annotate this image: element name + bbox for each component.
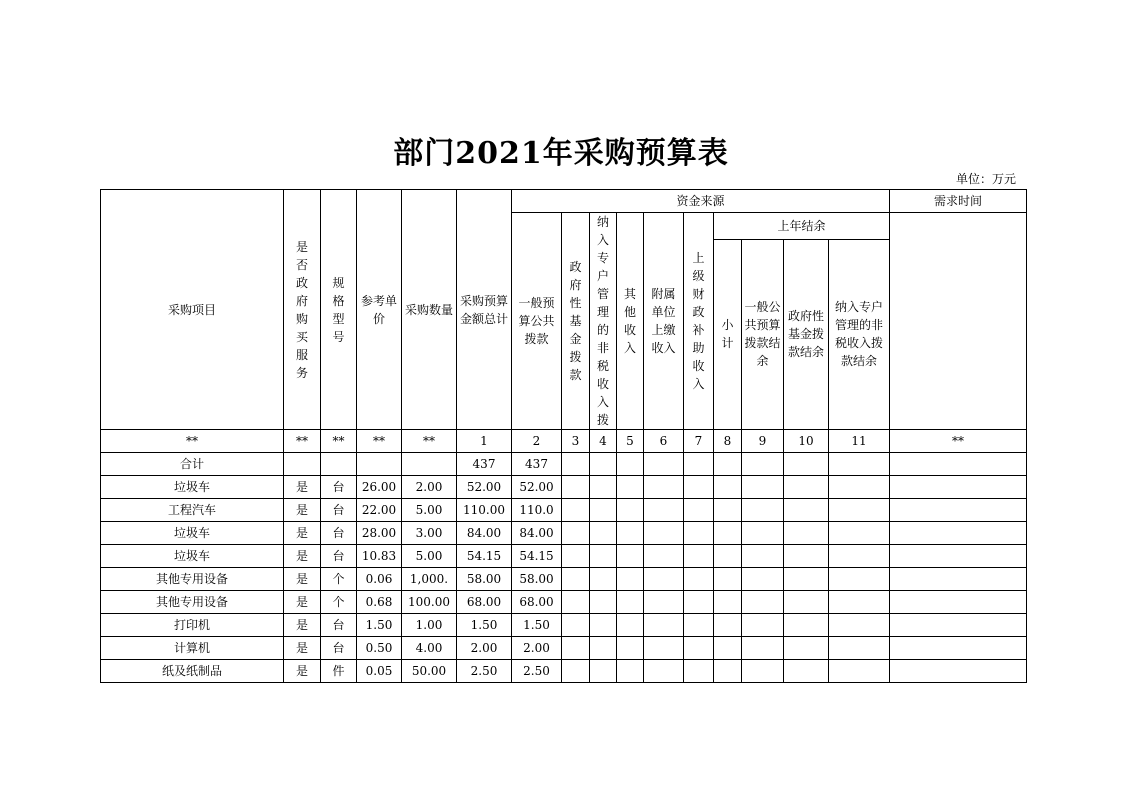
cell-total: 84.00 <box>457 522 512 545</box>
cell-empty <box>829 614 890 637</box>
cell-spec: 台 <box>321 476 357 499</box>
table-row <box>101 499 1027 522</box>
cell-empty <box>590 545 617 568</box>
cell-general: 68.00 <box>512 591 562 614</box>
cell-empty <box>617 660 644 683</box>
cell-empty <box>562 568 590 591</box>
cell-empty <box>644 522 684 545</box>
index-cell: 4 <box>590 430 617 453</box>
cell-empty <box>829 476 890 499</box>
index-cell: 10 <box>784 430 829 453</box>
cell-general: 2.50 <box>512 660 562 683</box>
cell-qty: 1,000. <box>402 568 457 591</box>
cell-empty <box>684 522 714 545</box>
cell-empty <box>890 591 1027 614</box>
cell-price: 22.00 <box>357 499 402 522</box>
cell-empty <box>742 637 784 660</box>
cell-empty <box>617 591 644 614</box>
cell-qty: 1.00 <box>402 614 457 637</box>
cell-general: 110.0 <box>512 499 562 522</box>
header-gov-fund: 政 府 性 基 金 拨 款 <box>562 213 590 430</box>
total-row <box>101 453 1027 476</box>
cell-empty <box>742 568 784 591</box>
cell-empty <box>562 522 590 545</box>
cell-empty <box>617 522 644 545</box>
header-qty: 采购数量 <box>402 190 457 430</box>
cell-empty <box>742 499 784 522</box>
cell-price: 10.83 <box>357 545 402 568</box>
cell-empty <box>617 568 644 591</box>
header-affiliated-income: 附属单位上缴收入 <box>644 213 684 430</box>
index-cell: ** <box>402 430 457 453</box>
cell-empty <box>590 522 617 545</box>
cell-empty <box>714 660 742 683</box>
cell-general: 1.50 <box>512 614 562 637</box>
cell-empty <box>562 499 590 522</box>
header-upper-subsidy: 上 级 财 政 补 助 收 入 <box>684 213 714 430</box>
index-cell: 9 <box>742 430 784 453</box>
header-general-budget: 一般预算公共拨款 <box>512 213 562 430</box>
cell-empty <box>590 637 617 660</box>
header-last-year-balance: 上年结余 <box>714 213 890 240</box>
cell-empty <box>784 499 829 522</box>
table-row <box>101 591 1027 614</box>
cell-qty: 4.00 <box>402 637 457 660</box>
cell-gov-service: 是 <box>284 637 321 660</box>
cell-empty <box>617 637 644 660</box>
index-cell: ** <box>890 430 1027 453</box>
cell-spec: 个 <box>321 591 357 614</box>
cell-empty <box>890 637 1027 660</box>
data-rows <box>101 476 1027 683</box>
header-other-income: 其 他 收 入 <box>617 213 644 430</box>
cell-general: 58.00 <box>512 568 562 591</box>
cell-empty <box>590 660 617 683</box>
cell-qty: 5.00 <box>402 545 457 568</box>
cell-empty <box>684 614 714 637</box>
cell-empty <box>617 476 644 499</box>
cell-empty <box>714 476 742 499</box>
cell-total: 1.50 <box>457 614 512 637</box>
header-funding-source: 资金来源 <box>512 190 890 213</box>
procurement-budget-table <box>100 189 1027 683</box>
cell-empty <box>714 591 742 614</box>
index-cell: ** <box>101 430 284 453</box>
cell-price: 0.05 <box>357 660 402 683</box>
cell-spec: 台 <box>321 499 357 522</box>
cell-gov-service: 是 <box>284 591 321 614</box>
cell-empty <box>890 522 1027 545</box>
cell-spec: 台 <box>321 637 357 660</box>
cell-empty <box>684 637 714 660</box>
cell-item: 其他专用设备 <box>101 568 284 591</box>
cell-empty <box>829 660 890 683</box>
cell-empty <box>784 637 829 660</box>
cell-empty <box>644 660 684 683</box>
index-cell: 5 <box>617 430 644 453</box>
cell-empty <box>890 568 1027 591</box>
table-row <box>101 476 1027 499</box>
cell-empty <box>590 568 617 591</box>
cell-empty <box>742 476 784 499</box>
cell-empty <box>890 499 1027 522</box>
cell-empty <box>684 591 714 614</box>
cell-empty <box>644 637 684 660</box>
cell-gov-service: 是 <box>284 522 321 545</box>
cell-qty: 50.00 <box>402 660 457 683</box>
cell-empty <box>644 614 684 637</box>
table-row <box>101 660 1027 683</box>
cell-price: 0.50 <box>357 637 402 660</box>
cell-empty <box>742 522 784 545</box>
table-row <box>101 568 1027 591</box>
cell-empty <box>890 660 1027 683</box>
cell-total: 2.50 <box>457 660 512 683</box>
header-price: 参考单价 <box>357 190 402 430</box>
cell-empty <box>742 660 784 683</box>
cell-empty <box>742 591 784 614</box>
cell-qty: 3.00 <box>402 522 457 545</box>
cell-total: 54.15 <box>457 545 512 568</box>
header-item: 采购项目 <box>101 190 284 430</box>
cell-empty <box>562 545 590 568</box>
cell-spec: 台 <box>321 614 357 637</box>
cell-item: 垃圾车 <box>101 522 284 545</box>
cell-empty <box>784 591 829 614</box>
index-cell: 3 <box>562 430 590 453</box>
cell-general: 84.00 <box>512 522 562 545</box>
cell-price: 0.68 <box>357 591 402 614</box>
cell-empty <box>829 591 890 614</box>
cell-item: 垃圾车 <box>101 545 284 568</box>
header-time-blank <box>890 213 1027 430</box>
cell-item: 其他专用设备 <box>101 591 284 614</box>
cell-empty <box>784 545 829 568</box>
header-total: 采购预算金额总计 <box>457 190 512 430</box>
cell-empty <box>890 614 1027 637</box>
cell-empty <box>742 614 784 637</box>
cell-empty <box>784 568 829 591</box>
cell-empty <box>590 591 617 614</box>
cell-empty <box>684 476 714 499</box>
cell-empty <box>562 614 590 637</box>
cell-empty <box>590 476 617 499</box>
cell-empty <box>784 522 829 545</box>
index-cell: 7 <box>684 430 714 453</box>
cell-empty <box>742 545 784 568</box>
cell-empty <box>714 499 742 522</box>
cell-empty <box>562 660 590 683</box>
cell-empty <box>644 545 684 568</box>
cell-empty <box>617 545 644 568</box>
total-general: 437 <box>512 453 562 476</box>
cell-total: 58.00 <box>457 568 512 591</box>
cell-item: 纸及纸制品 <box>101 660 284 683</box>
cell-gov-service: 是 <box>284 499 321 522</box>
table-row <box>101 522 1027 545</box>
cell-empty <box>784 614 829 637</box>
cell-empty <box>684 499 714 522</box>
header-special-account: 纳 入 专 户 管 理 的 非 税 收 入 拨 <box>590 213 617 430</box>
cell-gov-service: 是 <box>284 660 321 683</box>
cell-empty <box>617 499 644 522</box>
table-row <box>101 614 1027 637</box>
cell-empty <box>644 568 684 591</box>
table-row <box>101 545 1027 568</box>
cell-gov-service: 是 <box>284 476 321 499</box>
cell-empty <box>829 522 890 545</box>
index-cell: ** <box>284 430 321 453</box>
cell-spec: 台 <box>321 522 357 545</box>
cell-total: 52.00 <box>457 476 512 499</box>
cell-total: 68.00 <box>457 591 512 614</box>
cell-empty <box>829 568 890 591</box>
cell-empty <box>617 614 644 637</box>
cell-empty <box>714 568 742 591</box>
cell-empty <box>784 660 829 683</box>
cell-empty <box>714 637 742 660</box>
cell-qty: 2.00 <box>402 476 457 499</box>
header-ly-general: 一般公共预算拨款结余 <box>742 239 784 429</box>
cell-empty <box>562 591 590 614</box>
index-cell: 11 <box>829 430 890 453</box>
cell-empty <box>829 545 890 568</box>
cell-empty <box>590 499 617 522</box>
cell-empty <box>644 476 684 499</box>
cell-price: 1.50 <box>357 614 402 637</box>
cell-empty <box>890 545 1027 568</box>
cell-empty <box>684 568 714 591</box>
cell-item: 垃圾车 <box>101 476 284 499</box>
cell-qty: 100.00 <box>402 591 457 614</box>
cell-empty <box>562 476 590 499</box>
header-subtotal: 小 计 <box>714 239 742 429</box>
cell-gov-service: 是 <box>284 568 321 591</box>
cell-empty <box>890 476 1027 499</box>
cell-empty <box>684 545 714 568</box>
cell-price: 28.00 <box>357 522 402 545</box>
header-ly-govfund: 政府性基金拨款结余 <box>784 239 829 429</box>
cell-total: 110.00 <box>457 499 512 522</box>
page-title: 部门2021年采购预算表 <box>393 136 729 171</box>
cell-general: 54.15 <box>512 545 562 568</box>
cell-empty <box>714 522 742 545</box>
cell-empty <box>684 660 714 683</box>
index-cell: 2 <box>512 430 562 453</box>
cell-empty <box>829 637 890 660</box>
cell-qty: 5.00 <box>402 499 457 522</box>
header-gov-service: 是 否 政 府 购 买 服 务 <box>284 190 321 430</box>
header-demand-time: 需求时间 <box>890 190 1027 213</box>
cell-item: 打印机 <box>101 614 284 637</box>
cell-empty <box>829 499 890 522</box>
cell-empty <box>562 637 590 660</box>
cell-total: 2.00 <box>457 637 512 660</box>
cell-spec: 件 <box>321 660 357 683</box>
cell-general: 52.00 <box>512 476 562 499</box>
cell-gov-service: 是 <box>284 614 321 637</box>
cell-price: 26.00 <box>357 476 402 499</box>
cell-general: 2.00 <box>512 637 562 660</box>
index-cell: ** <box>321 430 357 453</box>
index-row <box>101 430 1027 453</box>
header-spec: 规 格 型 号 <box>321 190 357 430</box>
total-label: 合计 <box>101 453 284 476</box>
cell-empty <box>644 499 684 522</box>
cell-item: 计算机 <box>101 637 284 660</box>
cell-spec: 个 <box>321 568 357 591</box>
header-ly-special: 纳入专户管理的非税收入拨款结余 <box>829 239 890 429</box>
cell-price: 0.06 <box>357 568 402 591</box>
index-cell: 6 <box>644 430 684 453</box>
index-cell: 8 <box>714 430 742 453</box>
total-amount: 437 <box>457 453 512 476</box>
cell-item: 工程汽车 <box>101 499 284 522</box>
cell-empty <box>784 476 829 499</box>
cell-empty <box>590 614 617 637</box>
unit-label: 单位：万元 <box>955 172 1016 186</box>
cell-spec: 台 <box>321 545 357 568</box>
index-cell: 1 <box>457 430 512 453</box>
cell-empty <box>714 614 742 637</box>
index-cell: ** <box>357 430 402 453</box>
cell-empty <box>714 545 742 568</box>
cell-gov-service: 是 <box>284 545 321 568</box>
table-row <box>101 637 1027 660</box>
cell-empty <box>644 591 684 614</box>
